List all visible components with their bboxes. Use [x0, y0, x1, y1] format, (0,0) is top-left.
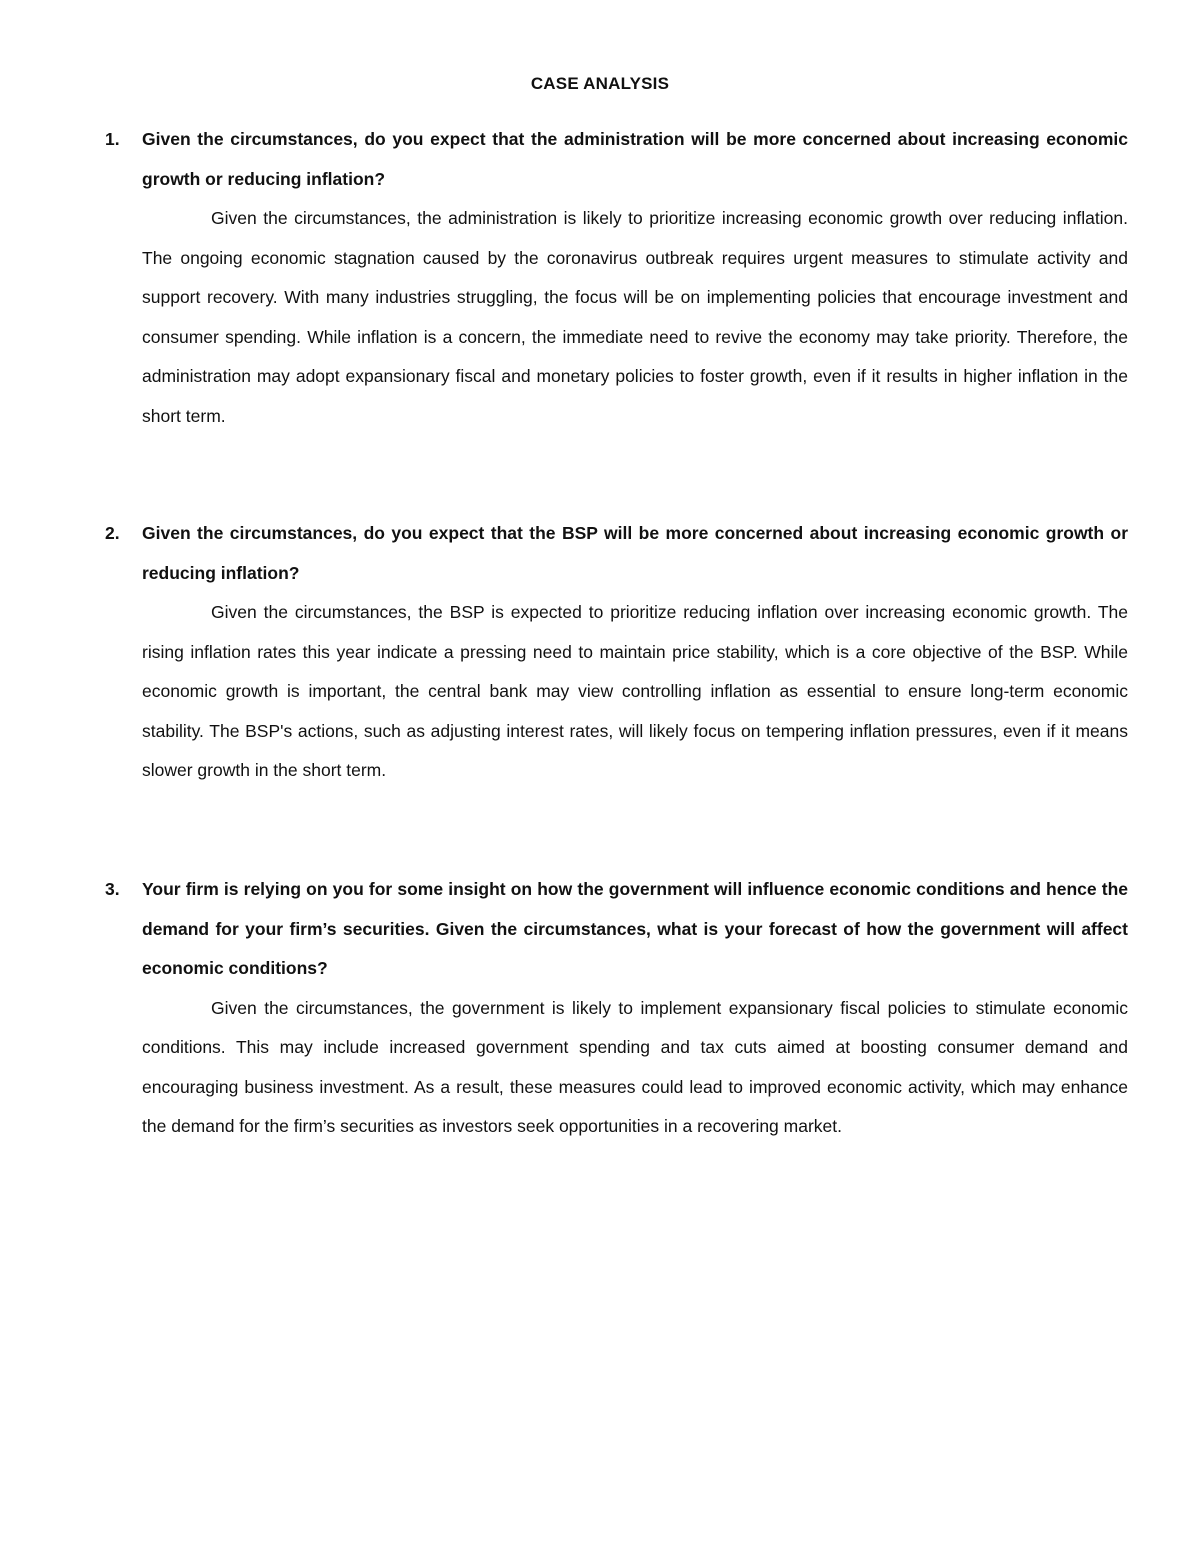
- case-item-3: [105, 870, 1128, 1147]
- document-title: CASE ANALYSIS: [530, 74, 670, 93]
- case-item-1: [105, 120, 1128, 436]
- item-number: 3.: [105, 879, 120, 899]
- answer-text: Given the circumstances, the government is likely to implement expansionary fiscal policies to stimulate economic conditions. This may include increased government spending and tax cuts aimed at boosting consumer demand and encouraging business investment. As a result, these measures could lead to improved economic activity, which may enhance the demand for the firm’s securities as investors seek opportunities in a recovering market.: [142, 997, 1128, 1136]
- case-item-2: [105, 514, 1128, 791]
- item-number: 2.: [105, 523, 120, 543]
- answer-text: Given the circumstances, the administration is likely to prioritize increasing economic growth over reducing inflation. The ongoing economic stagnation caused by the coronavirus outbreak requires urgent measures to stimulate activity and support recovery. With many industries struggling, the focus will be on implementing policies that encourage investment and consumer spending. While inflation is a concern, the immediate need to revive the economy may take priority. Therefore, the administration may adopt expansionary fiscal and monetary policies to foster growth, even if it results in higher inflation in the short term.: [142, 208, 1128, 426]
- question-text: Your firm is relying on you for some insight on how the government will influence economic conditions and hence the demand for your firm’s securities. Given the circumstances, what is your forecast of how the government will affect economic conditions?: [142, 879, 1128, 978]
- answer-text: Given the circumstances, the BSP is expected to prioritize reducing inflation over increasing economic growth. The rising inflation rates this year indicate a pressing need to maintain price stability, which is a core objective of the BSP. While economic growth is important, the central bank may view controlling inflation as essential to ensure long-term economic stability. The BSP's actions, such as adjusting interest rates, will likely focus on tempering inflation pressures, even if it means slower growth in the short term.: [142, 602, 1128, 780]
- question-text: Given the circumstances, do you expect that the BSP will be more concerned about increasing economic growth or reducing inflation?: [142, 523, 1128, 583]
- item-number: 1.: [105, 129, 120, 149]
- question-text: Given the circumstances, do you expect that the administration will be more concerned about increasing economic growth or reducing inflation?: [142, 129, 1128, 189]
